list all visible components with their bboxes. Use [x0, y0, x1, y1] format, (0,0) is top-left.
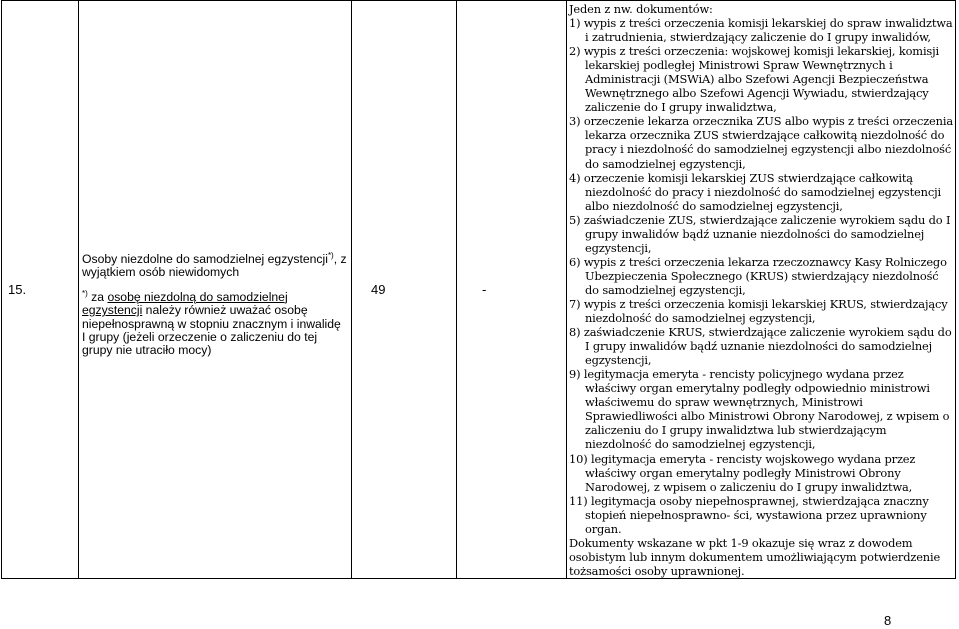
document-item: 4) orzeczenie komisji lekarskiej ZUS stwierdzające całkowitą niezdolność do pracy i niezdolność do samodzielnej egzystencji albo niezdolność do samodzielnej egzystencji, — [569, 170, 941, 213]
document-item: 5) zaświadczenie ZUS, stwierdzające zaliczenie wyrokiem sądu do I grupy inwalidów bądź uznanie niezdolności do samodzielnej egzystencji, — [569, 212, 951, 255]
document-item: 10) legitymacja emeryta - rencisty wojskowego wydana przez właściwy organ emerytalny podległy Ministrowi Obrony Narodowej, z wpisem o zaliczeniu do I grupy inwalidztwa, — [569, 451, 916, 494]
document-item: 2) wypis z treści orzeczenia: wojskowej komisji lekarskiej, komisji lekarskiej podległej Ministrowi Spraw Wewnętrznych i Administracji (MSWiA) albo Szefowi Agencji Bezpieczeństwa Wewnętrznego albo Szefowi Agencji Wywiadu, stwierdzający zaliczenie do I grupy inwalidztwa, — [569, 44, 940, 115]
document-item: 3) orzeczenie lekarza orzecznika ZUS albo wypis z treści orzeczenia lekarza orzecznika ZUS stwierdzające całkowitą niezdolność do pracy i niezdolność do samodzielnej egzystencji albo niezdolność do samodzielnej egzystencji, — [569, 114, 953, 171]
code-cell — [352, 1, 457, 579]
category-title: Osoby niezdolne do samodzielnej egzystencji*), z wyjątkiem osób niewidomych — [82, 250, 347, 280]
document-item: 8) zaświadczenie KRUS, stwierdzające zaliczenie wyrokiem sądu do I grupy inwalidów bądź uznanie niezdolności do samodzielnej egzystencji, — [569, 325, 952, 368]
documents-note: Dokumenty wskazane w pkt 1-9 okazuje się wraz z dowodem osobistym lub innym dokumentem umożliwiającym potwierdzenie tożsamości osoby uprawnionej. — [569, 535, 941, 578]
row-number: 15. — [8, 281, 27, 297]
document-item: 1) wypis z treści orzeczenia komisji lekarskiej do spraw inwalidztwa i zatrudnienia, stwierdzający zaliczenie do I grupy inwalidów, — [569, 16, 953, 45]
document-item: 11) legitymacja osoby niepełnosprawnej, stwierdzająca znaczny stopień niepełnosprawno- ści, wystawiona przez uprawniony organ. — [569, 493, 929, 536]
table-row — [2, 1, 956, 579]
code-value: 49 — [371, 281, 386, 297]
dash-cell — [457, 1, 567, 579]
document-item: 7) wypis z treści orzeczenia komisji lekarskiej KRUS, stwierdzający niezdolność do samodzielnej egzystencji, — [569, 296, 948, 326]
document-item: 6) wypis z treści orzeczenia lekarza rzeczoznawcy Kasy Rolniczego Ubezpieczenia Społecznego (KRUS) stwierdzający niezdolność do samodzielnej egzystencji, — [569, 254, 947, 297]
page-number: 8 — [884, 613, 892, 628]
documents-cell — [567, 1, 956, 579]
document-item: 9) legitymacja emeryta - rencisty policyjnego wydana przez właściwy organ emerytalny podległy odpowiednio ministrowi właściwemu do spraw wewnętrznych, Ministrowi Sprawiedliwości albo Ministrowi Obrony Narodowej, z wpisem o zaliczeniu do I grupy inwalidztwa lub stwierdzającym niezdolność do samodzielnej egzystencji, — [569, 367, 950, 452]
documents-intro: Jeden z nw. dokumentów: — [569, 2, 713, 16]
row-number-cell — [2, 1, 79, 579]
eligibility-table — [1, 0, 956, 579]
category-cell — [79, 1, 352, 579]
category-footnote: *) za osobę niezdolną do samodzielnej egzystencji należy również uważać osobę niepełnosprawną w stopniu znacznym i inwalidę I grupy (jeżeli orzeczenie o zaliczeniu do tej grupy nie utraciło mocy) — [82, 288, 341, 358]
dash-value: - — [482, 281, 487, 297]
